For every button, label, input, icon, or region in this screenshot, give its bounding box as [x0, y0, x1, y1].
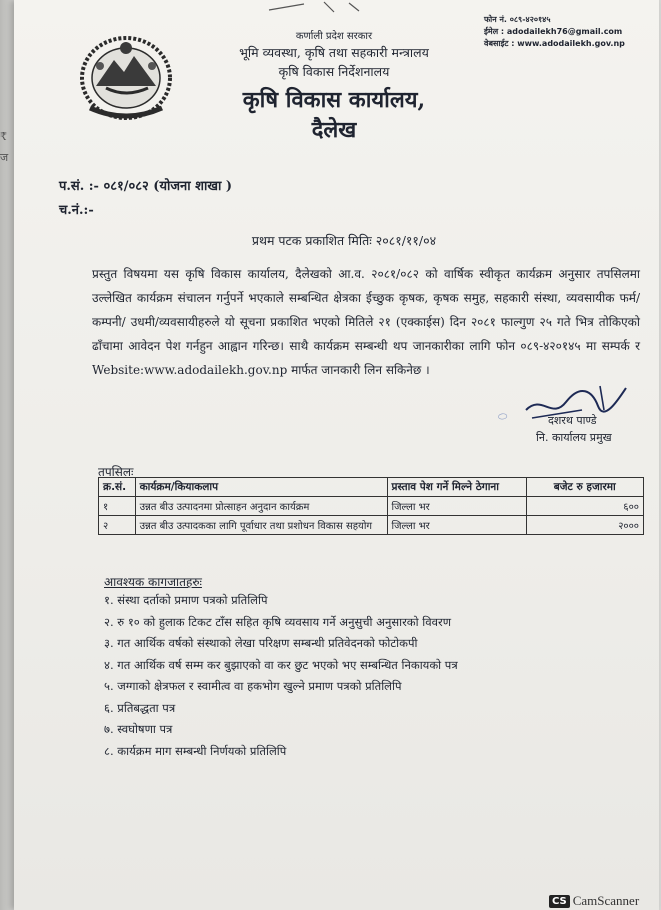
cell-place: जिल्ला भर — [387, 497, 526, 516]
letter-number: प.सं. :- ०८१/०८२ (योजना शाखा ) — [59, 179, 233, 194]
table-row — [99, 516, 644, 535]
list-item: ८. कार्यक्रम माग सम्बन्धी निर्णयको प्रतिलिपि — [104, 743, 287, 758]
publication-date-line: प्रथम पटक प्रकाशित मितिः २०८१/११/०४ — [251, 233, 437, 248]
camscanner-watermark — [549, 893, 639, 909]
stamp-mark: ⬭ — [497, 409, 509, 424]
notice-body: प्रस्तुत विषयमा यस कृषि विकास कार्यालय, दैलेखको आ.व. २०८१/०८२ को वार्षिक स्वीकृत कार्यक्रम अनुसार तपसिलमा उल्लेखित कार्यक्रम संचालन गर्नुपर्ने भएकाले सम्बन्धित क्षेत्रका ईच्छुक कृषक, कृषक समुह, सहकारी संस्था, व्यवसायीक फर्म/कम्पनी/ उधमी/व्यवसायीहरुले यो सूचना प्रकाशित भएको मितिले २१ (एक्काईस) दिन २०८१ फाल्गुण २५ गते भित्र तोकिएको ढाँचामा आवेदन पेश गर्नहुन आह्वान गरिन्छ। साथै कार्यक्रम सम्बन्धी थप जानकारीका लागि फोन ०८९-४२०१४५ मा सम्पर्क र Website:www.adodailekh.gov.np मार्फत जानकारी लिन सकिनेछ । — [92, 267, 640, 377]
list-item: ६. प्रतिबद्धता पत्र — [104, 700, 176, 715]
cell-sn: १ — [99, 497, 136, 516]
list-item: १. संस्था दर्ताको प्रमाण पत्रको प्रतिलिपि — [104, 593, 268, 607]
schedule-caption: तपसिलः — [98, 465, 134, 479]
list-item: ५. जग्गाको क्षेत्रफल र स्वामीत्व वा हकभोग खुल्ने प्रमाण पत्रको प्रतिलिपि — [104, 679, 402, 693]
letterhead-line-3: कृषि विकास निर्देशनालय — [278, 64, 390, 79]
header-program: कार्यक्रम/कियाकलाप — [135, 478, 387, 497]
contact-email: ईमेल : adodailekh76@gmail.com — [484, 27, 623, 36]
contact-phone: फोन नं. ०८९-४२०१४५ — [484, 15, 551, 24]
cell-sn: २ — [99, 516, 136, 535]
list-item: ३. गत आर्थिक वर्षको संस्थाको लेखा परिक्षण सम्बन्धी प्रतिवेदनको फोटोकपी — [104, 636, 418, 650]
list-item: ७. स्वघोषणा पत्र — [104, 722, 173, 736]
camscanner-logo-icon: CS — [549, 895, 570, 908]
cell-budget: २००० — [526, 516, 644, 535]
letterhead-line-2: भूमि व्यवस्था, कृषि तथा सहकारी मन्त्रालय — [239, 45, 429, 60]
cell-budget: ६०० — [526, 497, 644, 516]
cell-program: उन्नत बीउ उत्पादनमा प्रोत्साहन अनुदान कार्यक्रम — [135, 497, 387, 516]
camscanner-label: CamScanner — [572, 893, 640, 908]
document-page — [14, 0, 659, 910]
page-edge — [0, 0, 14, 910]
table-header-row — [99, 478, 644, 497]
signatory-title: नि. कार्यालय प्रमुख — [536, 431, 612, 444]
edge-mark: ज — [0, 151, 9, 164]
documents-title: आवश्यक कागजातहरुः — [104, 575, 202, 589]
header-sn: क्र.सं. — [99, 478, 136, 497]
header-place: प्रस्ताव पेश गर्ने मिल्ने ठेगाना — [387, 478, 526, 497]
government-emblem-icon — [76, 28, 176, 124]
list-item: ४. गत आर्थिक वर्ष सम्म कर बुझाएको वा कर छुट भएको भए सम्बन्धित निकायको पत्र — [104, 657, 458, 672]
list-item: २. रु १० को हुलाक टिकट टाँस सहित कृषि व्यवसाय गर्ने अनुसुची अनुसारको विवरण — [104, 614, 452, 629]
letterhead-line-1: कर्णाली प्रदेश सरकार — [295, 31, 373, 42]
table-row — [99, 497, 644, 516]
scribble-mark — [264, 0, 384, 14]
schedule-table — [98, 477, 644, 535]
office-name: कृषि विकास कार्यालय, — [242, 87, 426, 113]
dispatch-number: च.नं.:- — [59, 203, 94, 218]
header-budget: बजेट रु हजारमा — [526, 478, 644, 497]
cell-program: उन्नत बीउ उत्पादकका लागि पूर्वाधार तथा प्रशोधन विकास सहयोग — [135, 516, 387, 535]
cell-place: जिल्ला भर — [387, 516, 526, 535]
contact-website: वेबसाईट : www.adodailekh.gov.np — [484, 39, 625, 48]
signatory-name: दशरथ पाण्डे — [548, 414, 597, 427]
office-place: दैलेख — [311, 117, 357, 143]
edge-mark: ₹ — [0, 130, 7, 143]
documents-list — [104, 590, 458, 762]
